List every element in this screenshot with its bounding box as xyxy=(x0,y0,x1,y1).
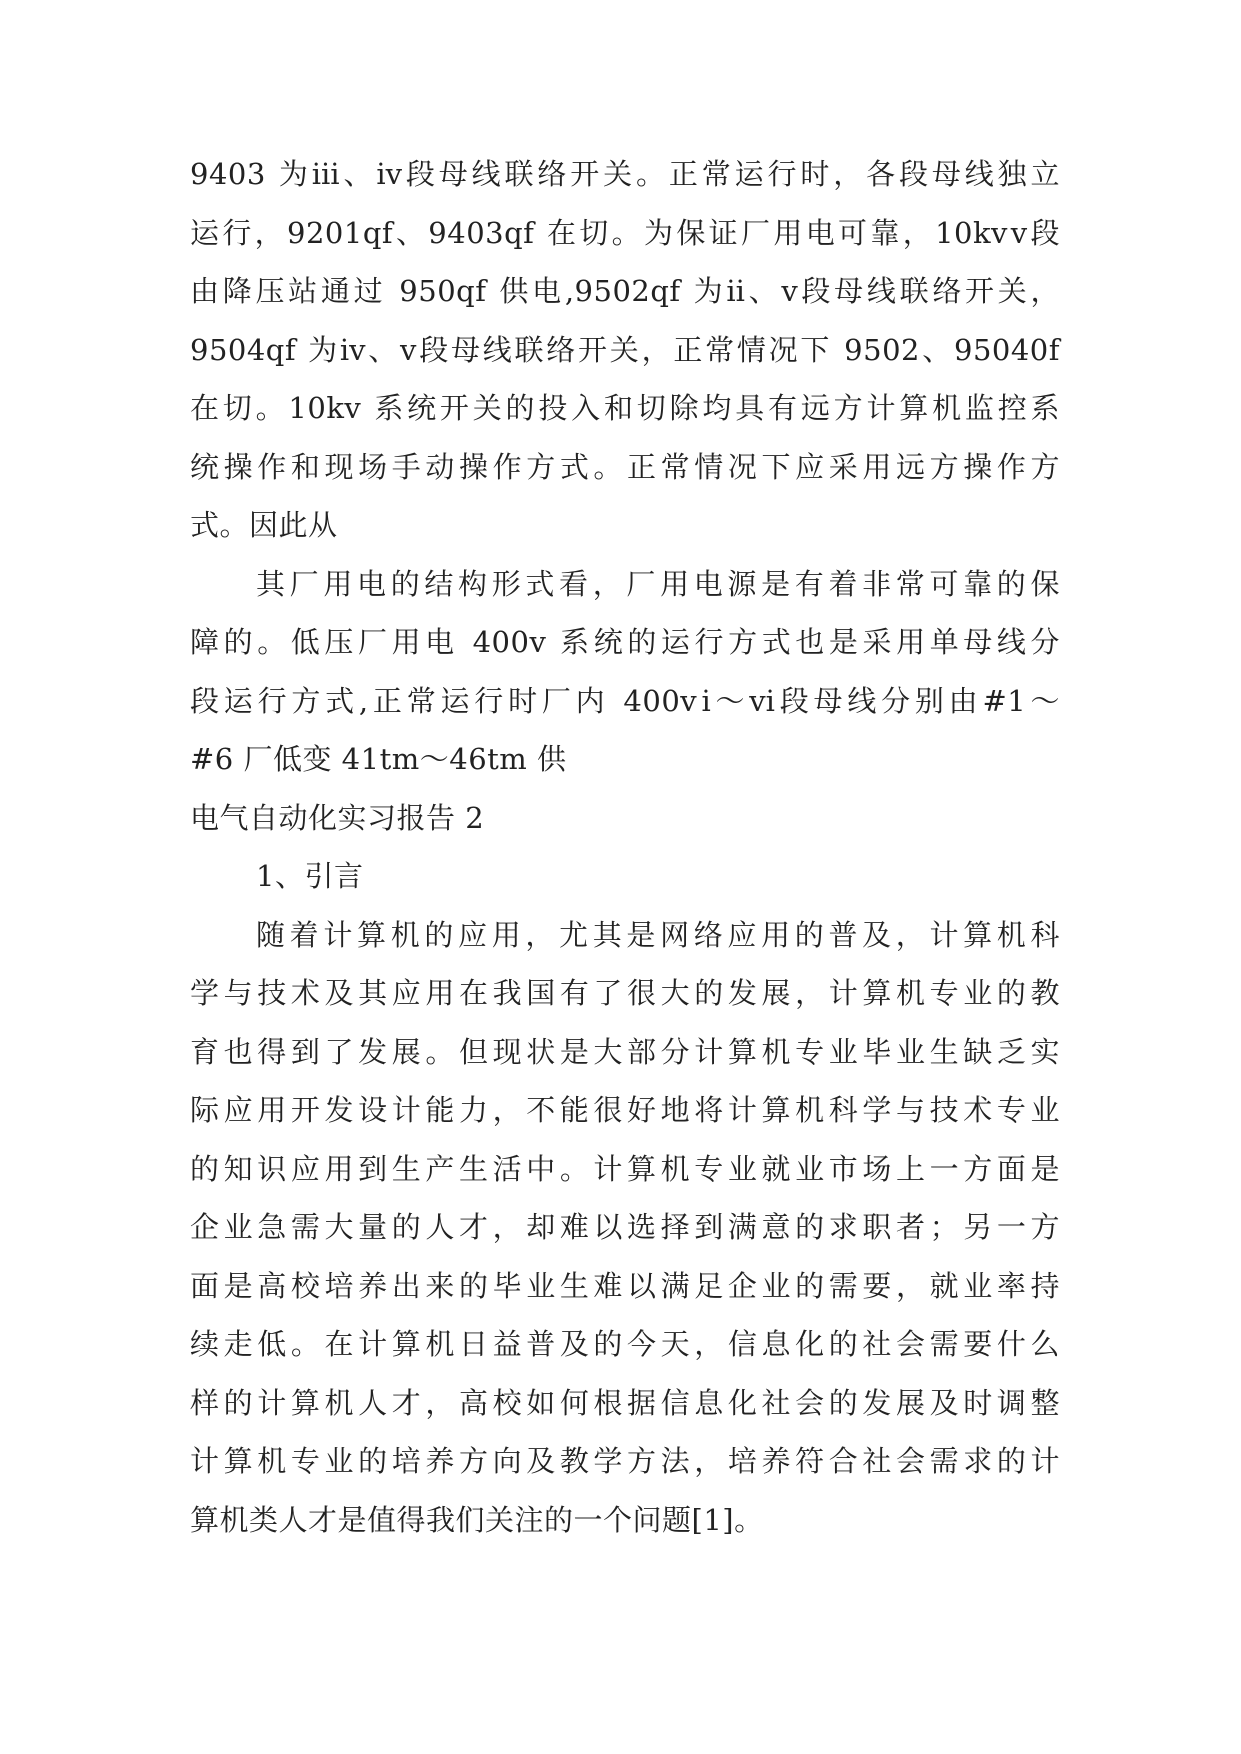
text-line: #6 厂低变 41tm～46tm 供 xyxy=(190,742,567,776)
text-line: 算机类人才是值得我们关注的一个问题[1]。 xyxy=(190,1502,764,1537)
paragraph-low-voltage-system xyxy=(190,555,1060,789)
section-heading: 1、引言 xyxy=(256,859,364,893)
text-line: 随着计算机的应用，尤其是网络应用的普及，计算机科 xyxy=(256,917,1060,952)
document-page xyxy=(190,145,1060,1549)
text-line: 运行，9201qf、9403qf 在切。为保证厂用电可靠，10kvⅴ段 xyxy=(190,215,1060,250)
text-line: 其厂用电的结构形式看，厂用电源是有着非常可靠的保 xyxy=(256,566,1060,601)
paragraph-busbar-operation xyxy=(190,145,1060,555)
text-line: 9403 为ⅲ、ⅳ段母线联络开关。正常运行时，各段母线独立 xyxy=(190,157,1060,191)
text-line: 企业急需大量的人才，却难以选择到满意的求职者；另一方 xyxy=(190,1210,1060,1244)
text-line: 段运行方式,正常运行时厂内 400vⅰ～ⅵ段母线分别由#1～ xyxy=(190,683,1060,718)
text-line: 在切。10kv 系统开关的投入和切除均具有远方计算机监控系 xyxy=(190,391,1060,425)
text-line: 9504qf 为ⅳ、ⅴ段母线联络开关，正常情况下 9502、95040f xyxy=(190,332,1060,367)
text-line: 面是高校培养出来的毕业生难以满足企业的需要，就业率持 xyxy=(190,1268,1060,1303)
text-line: 际应用开发设计能力，不能很好地将计算机科学与技术专业 xyxy=(190,1093,1060,1127)
text-line: 续走低。在计算机日益普及的今天，信息化的社会需要什么 xyxy=(190,1327,1060,1361)
text-line: 样的计算机人才，高校如何根据信息化社会的发展及时调整 xyxy=(190,1385,1060,1420)
text-line: 式。因此从 xyxy=(190,508,338,542)
report-title: 电气自动化实习报告 2 xyxy=(190,800,485,835)
text-line: 统操作和现场手动操作方式。正常情况下应采用远方操作方 xyxy=(190,449,1060,484)
text-line: 由降压站通过 950qf 供电,9502qf 为ⅱ、ⅴ段母线联络开关， xyxy=(190,274,1060,308)
paragraph-introduction xyxy=(190,906,1060,1550)
text-line: 计算机专业的培养方向及教学方法，培养符合社会需求的计 xyxy=(190,1444,1060,1478)
text-line: 的知识应用到生产生活中。计算机专业就业市场上一方面是 xyxy=(190,1151,1060,1186)
text-line: 障的。低压厂用电 400v 系统的运行方式也是采用单母线分 xyxy=(190,625,1060,659)
text-line: 学与技术及其应用在我国有了很大的发展，计算机专业的教 xyxy=(190,976,1060,1010)
text-line: 育也得到了发展。但现状是大部分计算机专业毕业生缺乏实 xyxy=(190,1034,1060,1069)
